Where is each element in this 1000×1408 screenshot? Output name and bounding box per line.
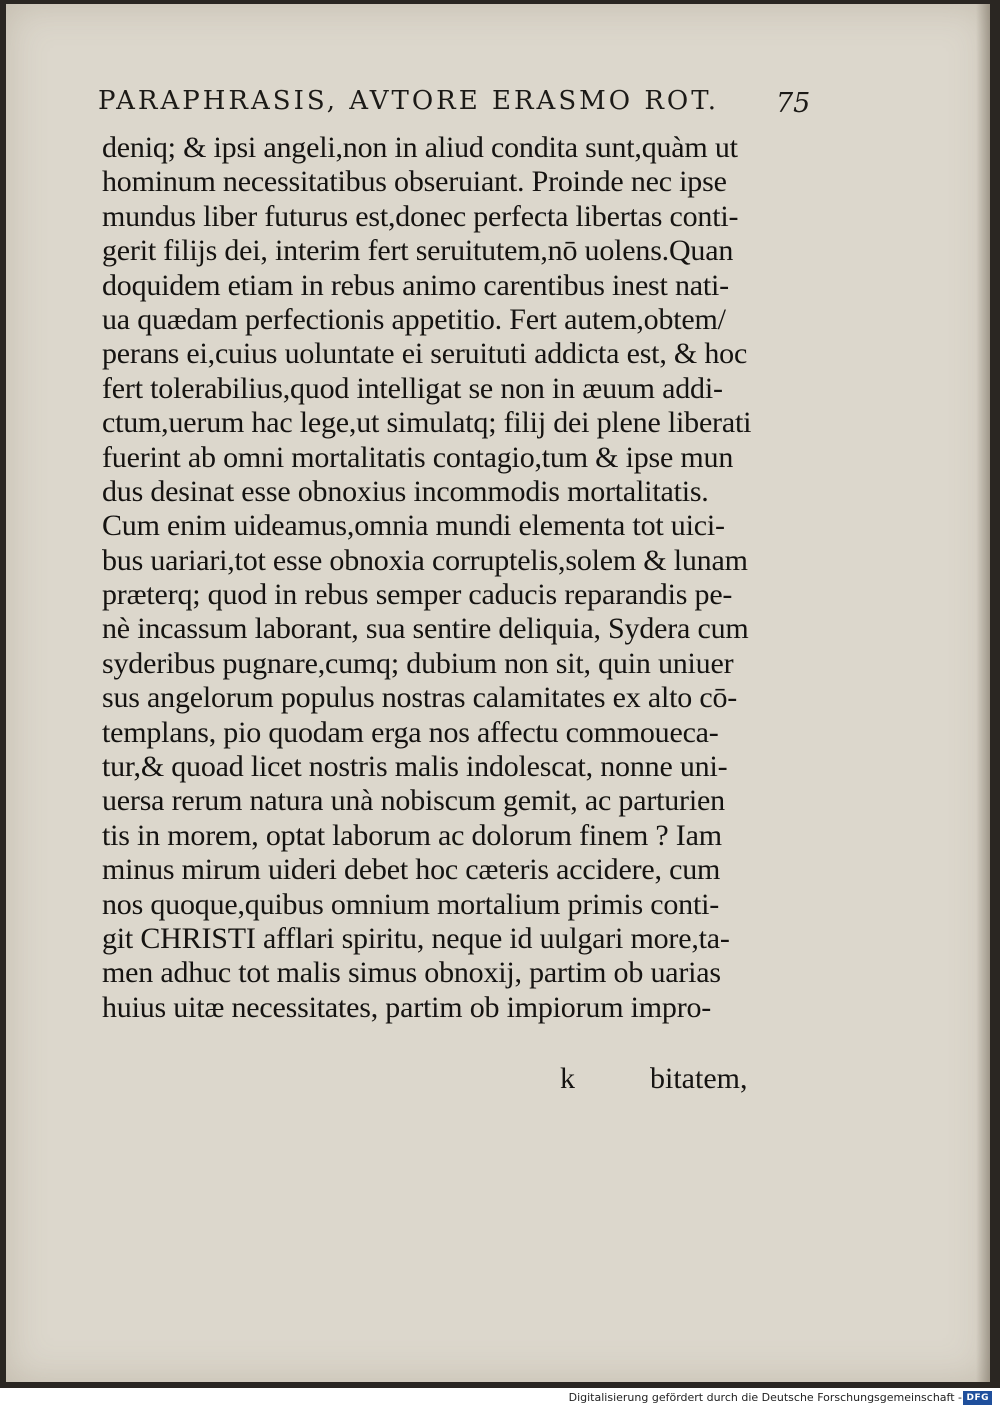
signature-mark: k — [560, 1062, 575, 1095]
digitization-credit: Digitalisierung gefördert durch die Deutsche Forschungsgemeinschaft - — [568, 1391, 962, 1404]
text-line: gerit filijs dei, interim fert seruitutem,nō uolens.Quan — [102, 234, 734, 268]
text-line: syderibus pugnare,cumq; dubium non sit, quin uniuer — [102, 646, 734, 680]
page-edge-shadow — [976, 4, 990, 1382]
text-line: men adhuc tot malis simus obnoxij, partim ob uarias — [102, 956, 721, 990]
text-line: huius uitæ necessitates, partim ob impiorum impro- — [102, 990, 712, 1024]
text-line: templans, pio quodam erga nos affectu commoueca- — [102, 715, 719, 749]
text-line: sus angelorum populus nostras calamitates ex alto cō- — [102, 681, 738, 715]
text-line: minus mirum uideri debet hoc cæteris accidere, cum — [102, 853, 721, 887]
text-line: præterq; quod in rebus semper caducis reparandis pe- — [102, 578, 733, 612]
text-line: ctum,uerum hac lege,ut simulatq; filij dei plene liberati — [102, 406, 752, 440]
text-line: tur,& quoad licet nostris malis indolescat, nonne uni- — [102, 750, 728, 784]
text-line: nè incassum laborant, sua sentire deliquia, Sydera cum — [102, 612, 749, 646]
catchword: bitatem, — [650, 1062, 748, 1095]
main-text-block — [102, 131, 762, 1025]
text-line: tis in morem, optat laborum ac dolorum finem ? Iam — [102, 818, 722, 852]
text-line: fuerint ab omni mortalitatis contagio,tum & ipse mun — [102, 440, 734, 474]
text-line: doquidem etiam in rebus animo carentibus inest nati- — [102, 268, 729, 302]
running-head: PARAPHRASIS, AVTORE ERASMO ROT. — [98, 86, 720, 116]
folio-number: 75 — [776, 88, 811, 119]
dfg-logo: DFG — [963, 1391, 992, 1405]
text-line: hominum necessitatibus obseruiant. Proinde nec ipse — [102, 165, 727, 199]
text-line: bus uariari,tot esse obnoxia corruptelis,solem & lunam — [102, 543, 748, 577]
text-line: mundus liber futurus est,donec perfecta libertas conti- — [102, 199, 739, 233]
text-line: uersa rerum natura unà nobiscum gemit, ac parturien — [102, 784, 725, 818]
text-line: Cum enim uideamus,omnia mundi elementa tot uici- — [102, 509, 725, 543]
text-line: deniq; & ipsi angeli,non in aliud condita sunt,quàm ut — [102, 131, 738, 164]
text-line: fert tolerabilius,quod intelligat se non in æuum addi- — [102, 371, 723, 405]
text-line: ua quædam perfectionis appetitio. Fert autem,obtem/ — [102, 302, 726, 336]
text-line: git CHRISTI afflari spiritu, neque id uulgari more,ta- — [102, 921, 730, 955]
text-line: perans ei,cuius uoluntate ei seruituti addicta est, & hoc — [102, 337, 748, 371]
text-line: dus desinat esse obnoxius incommodis mortalitatis. — [102, 474, 709, 508]
text-line: nos quoque,quibus omnium mortalium primis conti- — [102, 887, 720, 921]
